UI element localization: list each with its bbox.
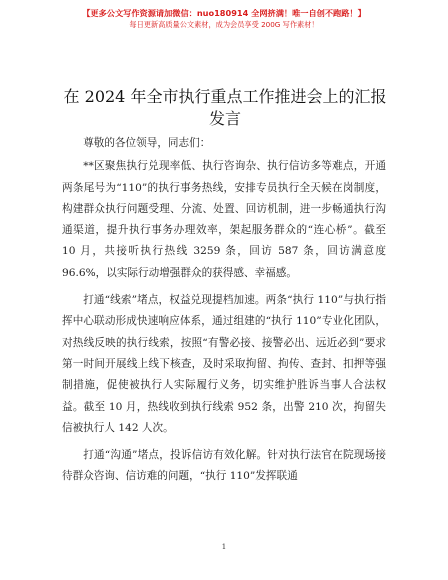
promo-banner-line-1: 【更多公文写作资源请加微信：nuo180914 全网挤满！唯一自创不跑路！】 [82, 8, 366, 18]
promo-banner [0, 7, 448, 30]
body-paragraph: 打通“线索”堵点，权益兑现提档加速。两条“执行 110”与执行指挥中心联动形成快速响应体系，通过组建的“执行 110”专业化团队，对热线反映的执行线索，按照“有警必接、接警必出、远近必到”要求第一时间开展线上线下核查，及时采取拘留、拘传、查封、扣押等强制措施，促使被执行人实际履行义务，切实维护胜诉当事人合法权益。截至 10 月，热线收到执行线索 952 条，出警 210 次，拘留失信被执行人 142 人次。 [62, 294, 386, 434]
body-paragraph: 打通“沟通”堵点，投诉信访有效化解。针对执行法官在院现场接待群众咨询、信访难的问题，“执行 110”发挥联通 [62, 449, 386, 483]
document-title: 在 2024 年全市执行重点工作推进会上的汇报发言 [63, 87, 387, 128]
body-paragraph: **区聚焦执行兑现率低、执行咨询杂、执行信访多等难点，开通两条尾号为“110”的执行事务热线，安排专员执行全天候在岗制度，构建群众执行问题受理、分流、处置、回访机制，进一步畅通执行沟通渠道，提升执行事务办理效率，架起服务群众的“连心桥”。截至 10 月，共接听执行热线 3259 条，回访 587 条，回访满意度 96.6%，以实际行动增强群众的获得感、幸福感。 [62, 160, 386, 279]
page-number: 1 [221, 543, 227, 551]
salutation: 尊敬的各位领导，同志们： [83, 137, 211, 149]
document-body [62, 133, 386, 488]
promo-banner-line-2: 每日更新高质量公文素材，成为会员享受 200G 写作素材！ [129, 20, 319, 29]
